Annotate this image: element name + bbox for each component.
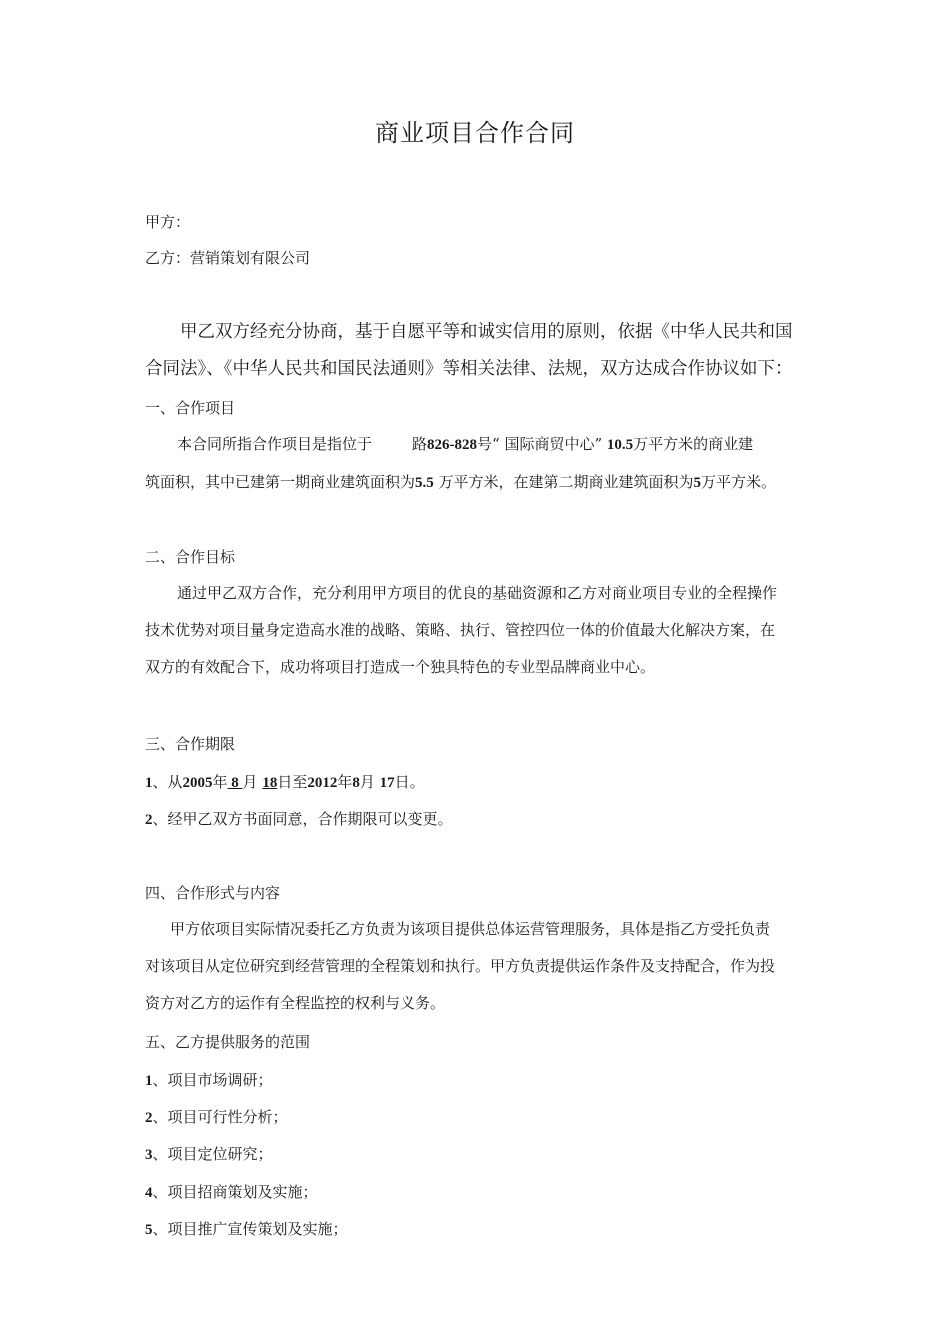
service-item-5: 5、项目推广宣传策划及实施；: [145, 1220, 348, 1238]
section-4-heading: 四、合作形式与内容: [145, 884, 281, 902]
service-item-2: 2、项目可行性分析；: [145, 1108, 288, 1126]
end-day: 17: [379, 775, 395, 791]
section-2-line-1: 通过甲乙双方合作，充分利用甲方项目的优良的基础资源和乙方对商业项目专业的全程操作: [177, 584, 778, 602]
section-2-paragraph: [145, 575, 850, 686]
total-area: 10.5: [606, 437, 634, 453]
service-item-3: 3、项目定位研究；: [145, 1145, 273, 1163]
section-4-line-3: 资方对乙方的运作有全程监控的权利与义务。: [145, 994, 446, 1012]
section-4-line-1: 甲方依项目实际情况委托乙方负责为该项目提供总体运营管理服务，具体是指乙方受托负责: [170, 920, 771, 938]
start-year: 2005: [182, 775, 213, 791]
service-item-1: 1、项目市场调研；: [145, 1071, 273, 1089]
intro-line-2: 合同法》、《中华人民共和国民法通则》等相关法律、法规，双方达成合作协议如下：: [145, 359, 793, 379]
start-month: 8: [227, 775, 243, 791]
section-2-line-3: 双方的有效配合下，成功将项目打造成一个独具特色的专业型品牌商业中心。: [145, 658, 656, 676]
section-1-line-1: 本合同所指合作项目是指位于 路826-828号“ 国际商贸中心” 10.5万平方米的商业建: [177, 435, 754, 453]
term-item-2: 2、经甲乙双方书面同意，合作期限可以变更。: [145, 810, 453, 828]
section-2-line-2: 技术优势对项目量身定造高水准的战略、策略、执行、管控四位一体的价值最大化解决方案，在: [145, 621, 776, 639]
address-number: 826-828: [427, 437, 478, 453]
intro-paragraph: [145, 314, 850, 388]
service-item-4: 4、项目招商策划及实施；: [145, 1183, 318, 1201]
section-1-heading: 一、合作项目: [145, 399, 236, 417]
section-2-heading: 二、合作目标: [145, 548, 236, 566]
start-day: 18: [262, 775, 278, 791]
section-4-paragraph: [145, 911, 850, 1022]
party-b-label: 乙方：营销策划有限公司: [145, 249, 311, 267]
end-year: 2012: [307, 775, 338, 791]
section-1-paragraph: [145, 426, 850, 502]
section-1-line-2: 筑面积，其中已建第一期商业建筑面积为5.5 万平方米，在建第二期商业建筑面积为5万平方米。: [145, 473, 777, 491]
section-3-heading: 三、合作期限: [145, 735, 236, 753]
phase-1-area: 5.5: [415, 475, 434, 491]
section-4-line-2: 对该项目从定位研究到经营管理的全程策划和执行。甲方负责提供运作条件及支持配合，作为投: [145, 957, 776, 975]
term-item-1: 1、从2005年 8 月 18日至2012年8月 17日。: [145, 773, 425, 791]
intro-line-1: 甲乙双方经充分协商，基于自愿平等和诚实信用的原则，依据《中华人民共和国: [180, 322, 793, 342]
section-5-heading: 五、乙方提供服务的范围: [145, 1033, 311, 1051]
phase-2-area: 5: [693, 475, 702, 491]
party-a-label: 甲方：: [145, 213, 191, 231]
end-month: 8: [352, 775, 360, 791]
page-title: 商业项目合作合同: [375, 119, 575, 147]
